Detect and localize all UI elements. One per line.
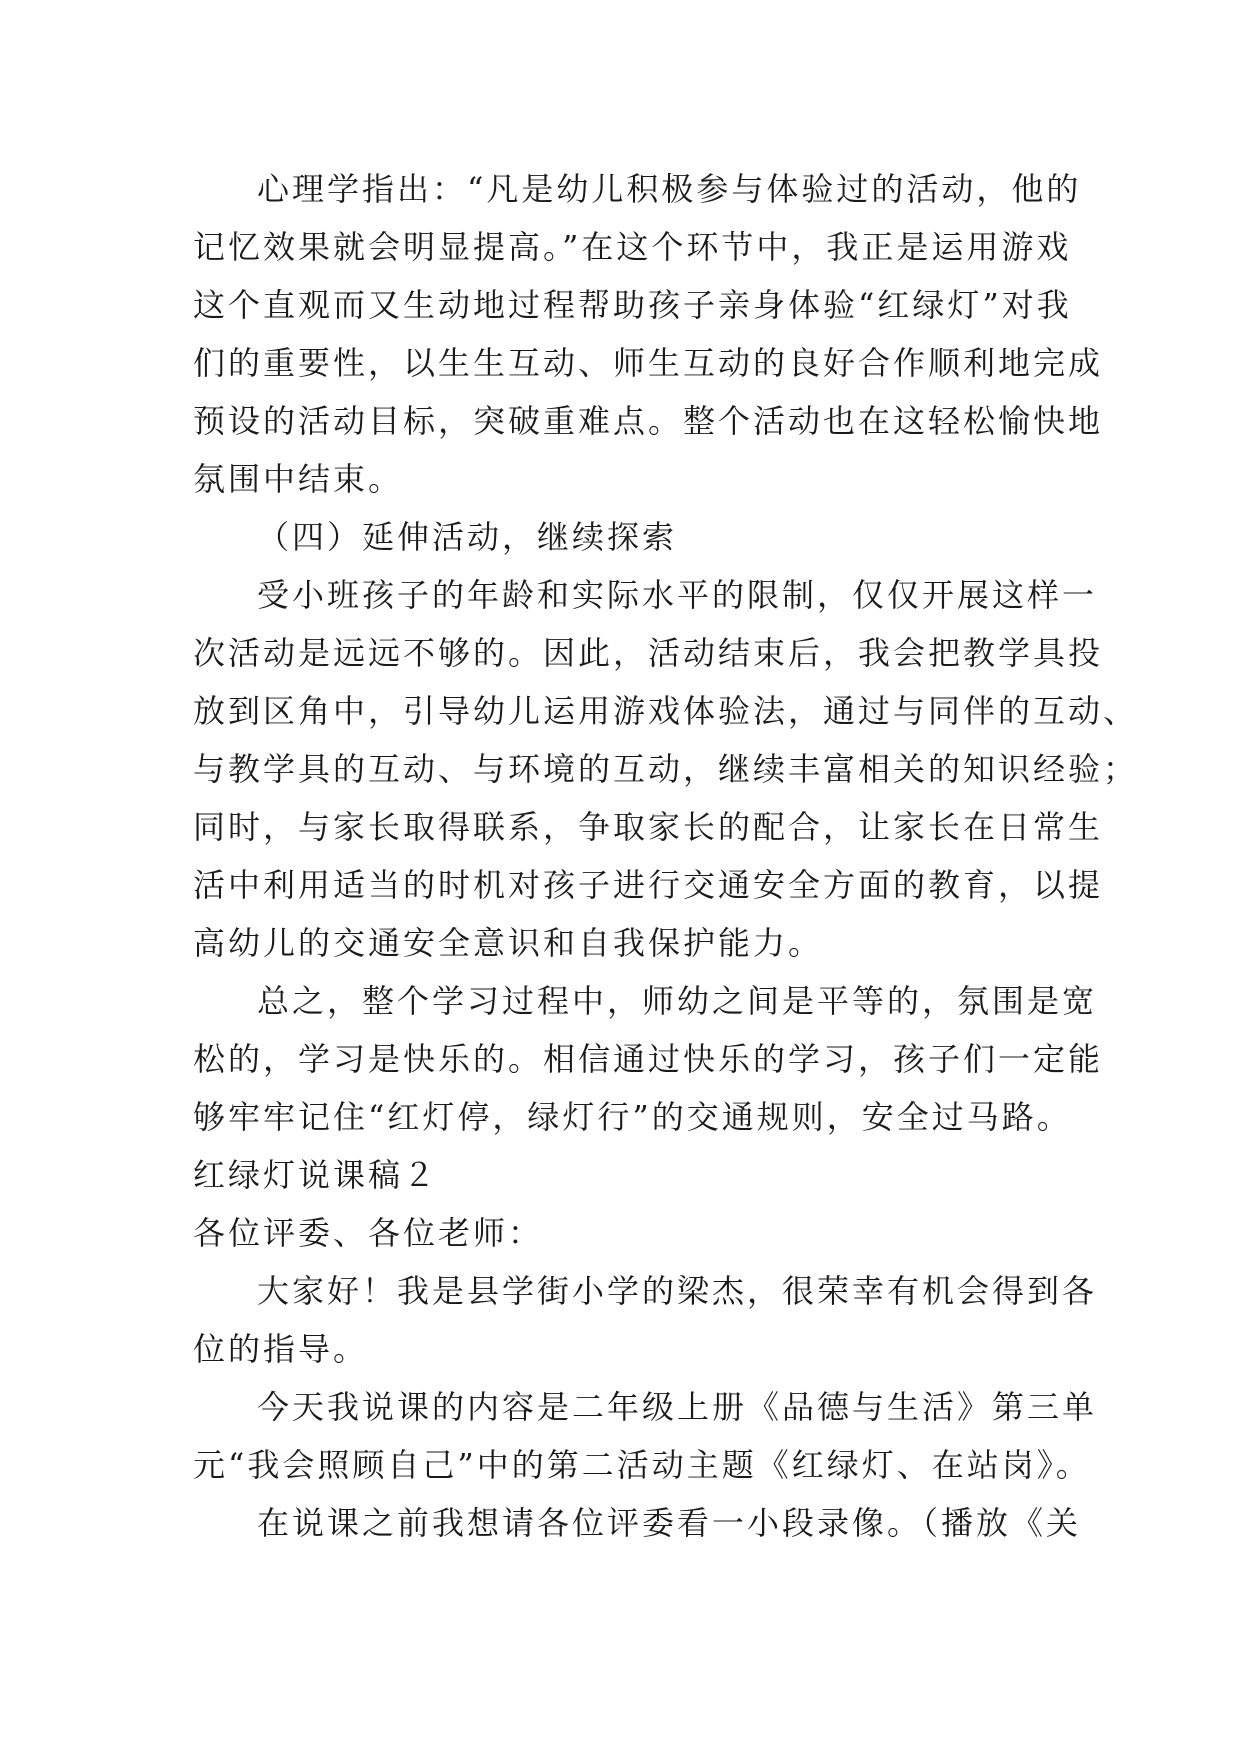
paragraph-3-line-7: 高幼儿的交通安全意识和自我保护能力。	[193, 924, 824, 962]
paragraph-greeting-line-1: 大家好！我是县学街小学的梁杰，很荣幸有机会得到各	[257, 1272, 1098, 1310]
document-body	[193, 160, 1139, 1552]
paragraph-3-line-4: 与教学具的互动、与环境的互动，继续丰富相关的知识经验；	[193, 750, 1139, 788]
paragraph-1-line-2: 记忆效果就会明显提高。”在这个环节中，我正是运用游戏	[193, 228, 1072, 266]
paragraph-3-line-1: 受小班孩子的年龄和实际水平的限制，仅仅开展这样一	[257, 576, 1098, 614]
paragraph-4-line-2: 松的，学习是快乐的。相信通过快乐的学习，孩子们一定能	[193, 1040, 1104, 1078]
paragraph-4-line-1: 总之，整个学习过程中，师幼之间是平等的，氛围是宽	[257, 982, 1098, 1020]
paragraph-content-line-1: 今天我说课的内容是二年级上册《品德与生活》第三单	[257, 1388, 1098, 1426]
paragraph-1-line-1: 心理学指出：“凡是幼儿积极参与体验过的活动，他的	[257, 170, 1082, 208]
paragraph-3-line-3: 放到区角中，引导幼儿运用游戏体验法，通过与同伴的互动、	[193, 692, 1139, 730]
paragraph-3-line-5: 同时，与家长取得联系，争取家长的配合，让家长在日常生	[193, 808, 1104, 846]
paragraph-content-line-2: 元“我会照顾自己”中的第二活动主题《红绿灯、在站岗》。	[193, 1446, 1091, 1484]
paragraph-3-line-6: 活中利用适当的时机对孩子进行交通安全方面的教育，以提	[193, 866, 1104, 904]
paragraph-greeting-line-2: 位的指导。	[193, 1330, 369, 1368]
paragraph-1-line-4: 们的重要性，以生生互动、师生互动的良好合作顺利地完成	[193, 344, 1104, 382]
paragraph-1-line-5: 预设的活动目标，突破重难点。整个活动也在这轻松愉快地	[193, 402, 1104, 440]
salutation: 各位评委、各位老师：	[193, 1214, 544, 1252]
paragraph-4-line-3: 够牢牢记住“红灯停，绿灯行”的交通规则，安全过马路。	[193, 1098, 1072, 1136]
document-title-2: 红绿灯说课稿２	[193, 1156, 439, 1194]
section-heading: （四）延伸活动，继续探索	[257, 518, 678, 556]
paragraph-1-line-6: 氛围中结束。	[193, 460, 404, 498]
paragraph-last-line-1: 在说课之前我想请各位评委看一小段录像。（播放《关	[257, 1504, 1082, 1542]
paragraph-3-line-2: 次活动是远远不够的。因此，活动结束后，我会把教学具投	[193, 634, 1104, 672]
paragraph-1-line-3: 这个直观而又生动地过程帮助孩子亲身体验“红绿灯”对我	[193, 286, 1072, 324]
